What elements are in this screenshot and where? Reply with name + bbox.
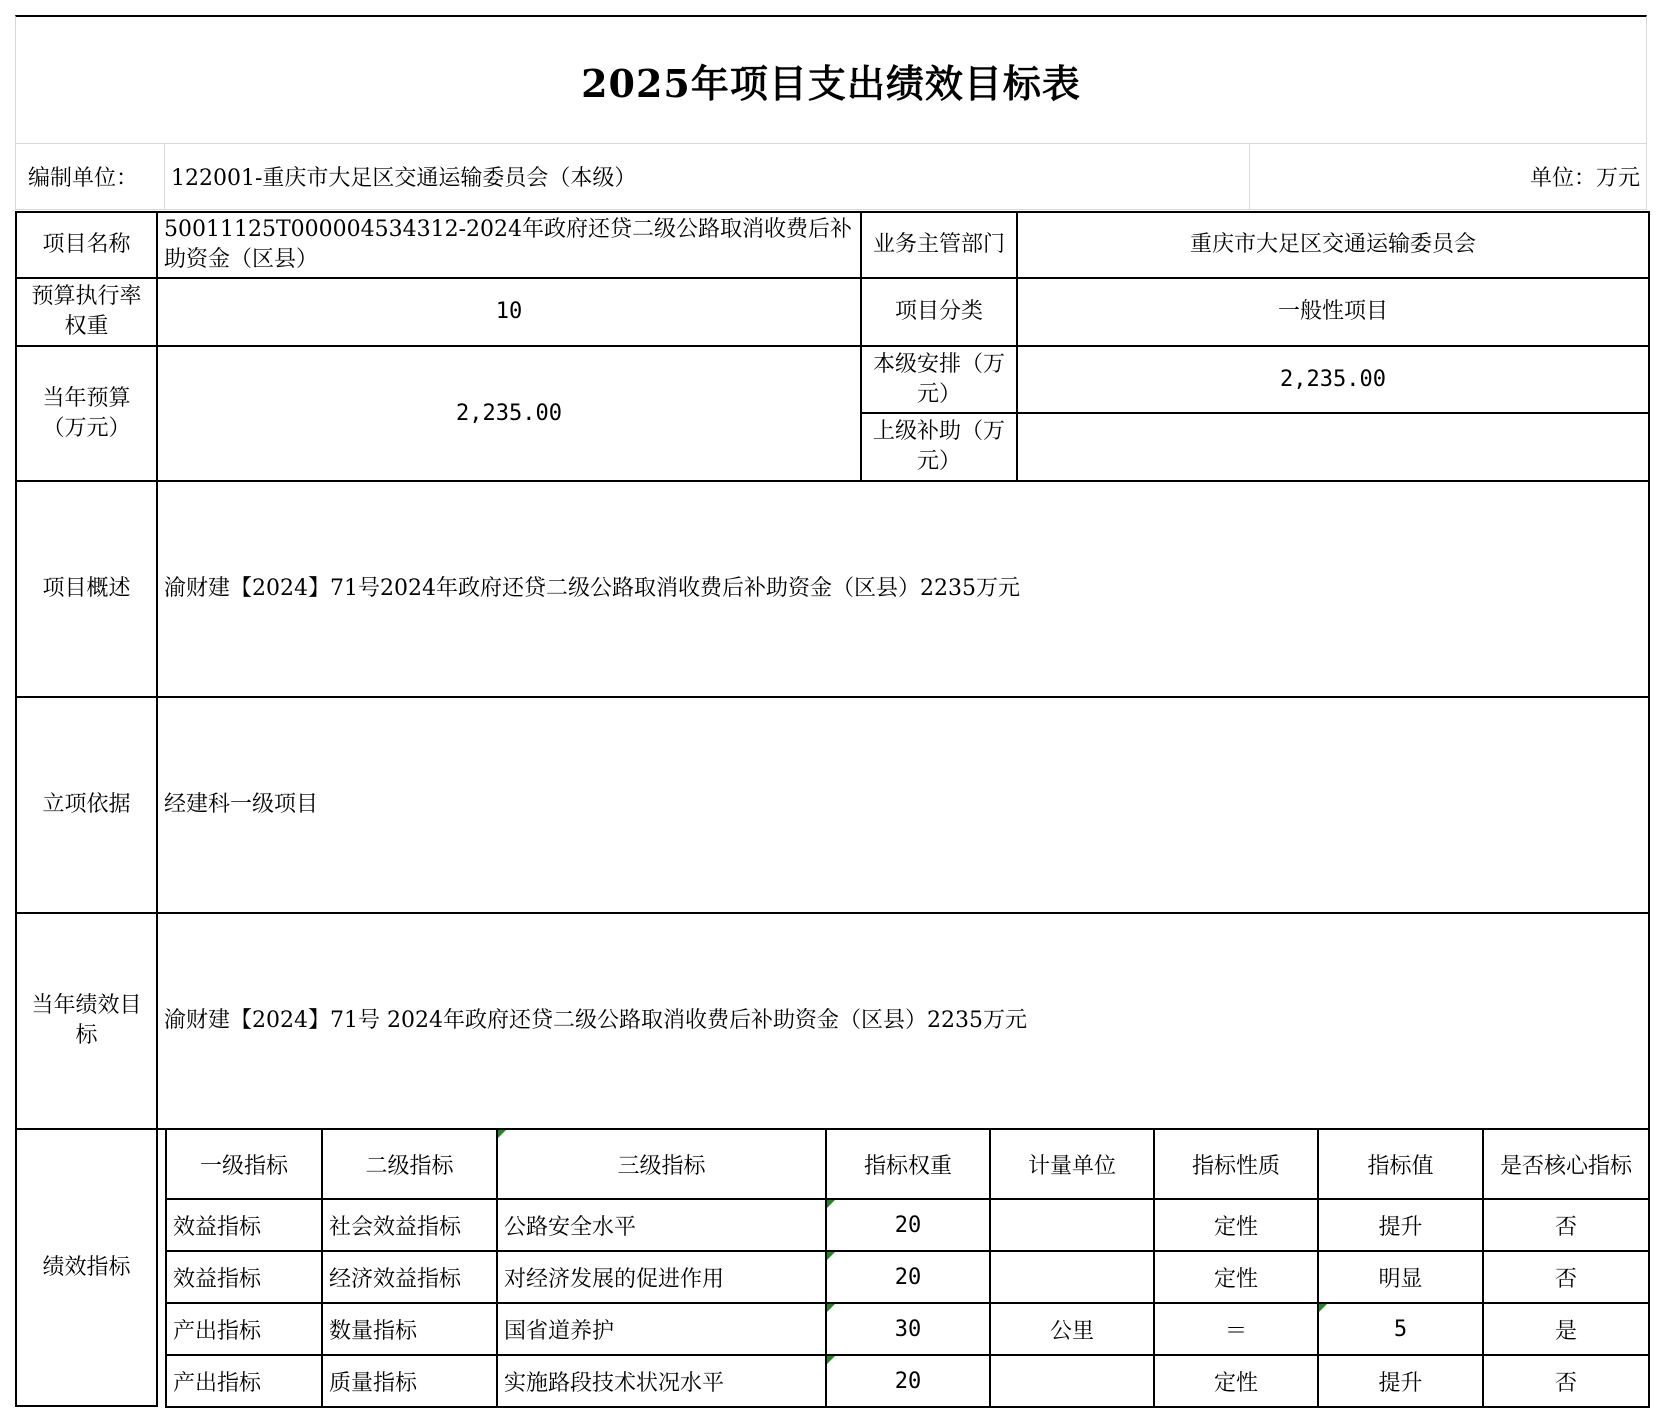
indicator-value: 提升 [1318,1355,1483,1407]
indicator-l2: 质量指标 [322,1355,497,1407]
indicator-l3: 实施路段技术状况水平 [497,1355,826,1407]
indicator-weight: 20 [826,1251,990,1303]
indicator-unit [990,1251,1154,1303]
indicator-nature: ＝ [1154,1303,1318,1355]
table-row [166,1199,1649,1251]
indicator-value: 明显 [1318,1251,1483,1303]
row-goal [16,913,1649,1129]
indicator-l1: 产出指标 [166,1355,322,1407]
org-value: 122001-重庆市大足区交通运输委员会（本级） [165,144,1250,209]
indicator-l3: 公路安全水平 [497,1199,826,1251]
indicator-l2: 社会效益指标 [322,1199,497,1251]
dept-label: 业务主管部门 [861,212,1017,278]
indicator-header: 指标性质 [1154,1129,1318,1199]
indicator-unit: 公里 [990,1303,1154,1355]
indicator-weight: 30 [826,1303,990,1355]
indicator-value: 5 [1318,1303,1483,1355]
row-project-name [16,212,1649,278]
goal-label: 当年绩效目标 [16,913,157,1129]
dept-value: 重庆市大足区交通运输委员会 [1017,212,1649,278]
indicator-l2: 经济效益指标 [322,1251,497,1303]
indicator-l1: 产出指标 [166,1303,322,1355]
basis-value: 经建科一级项目 [157,697,1649,913]
table-row [166,1303,1649,1355]
indicator-l1: 效益指标 [166,1251,322,1303]
indicator-core: 是 [1483,1303,1649,1355]
indicator-l1: 效益指标 [166,1199,322,1251]
unit-label: 单位：万元 [1529,166,1640,191]
indicator-l3: 国省道养护 [497,1303,826,1355]
upper-value [1017,413,1649,481]
indicator-weight: 20 [826,1355,990,1407]
budget-label: 当年预算（万元） [16,346,157,481]
indicator-core: 否 [1483,1251,1649,1303]
table-row [166,1355,1649,1407]
row-overview [16,481,1649,697]
indicator-unit [990,1199,1154,1251]
title-cell [15,15,1647,143]
indicator-header: 指标值 [1318,1129,1483,1199]
table-row [166,1251,1649,1303]
category-value: 一般性项目 [1017,278,1649,346]
indicator-core: 否 [1483,1199,1649,1251]
upper-label: 上级补助（万元） [861,413,1017,481]
row-budget-local [16,346,1649,413]
weight-value: 10 [157,278,861,346]
page-title: 2025年项目支出绩效目标表 [581,60,1081,106]
indicator-header-row [166,1129,1649,1199]
indicator-header: 是否核心指标 [1483,1129,1649,1199]
project-name-value: 50011125T000004534312-2024年政府还贷二级公路取消收费后补助资金（区县） [157,212,861,278]
indicator-header: 二级指标 [322,1129,497,1199]
indicator-nature: 定性 [1154,1199,1318,1251]
overview-value: 渝财建【2024】71号2024年政府还贷二级公路取消收费后补助资金（区县）2235万元 [157,481,1649,697]
basis-label: 立项依据 [16,697,157,913]
indicator-l2: 数量指标 [322,1303,497,1355]
org-label: 编制单位： [16,144,165,209]
budget-value: 2,235.00 [157,346,861,481]
row-weight [16,278,1649,346]
indicator-nature: 定性 [1154,1355,1318,1407]
indicator-header: 一级指标 [166,1129,322,1199]
local-label: 本级安排（万元） [861,346,1017,413]
indicator-core: 否 [1483,1355,1649,1407]
indicator-header: 三级指标 [497,1129,826,1199]
indicator-table [165,1128,1650,1408]
indicator-nature: 定性 [1154,1251,1318,1303]
org-row [15,143,1647,210]
indicator-header: 指标权重 [826,1129,990,1199]
goal-value: 渝财建【2024】71号 2024年政府还贷二级公路取消收费后补助资金（区县）2235万元 [157,913,1649,1129]
indicator-header: 计量单位 [990,1129,1154,1199]
project-name-label: 项目名称 [16,212,157,278]
weight-label: 预算执行率权重 [16,278,157,346]
category-label: 项目分类 [861,278,1017,346]
indicator-unit [990,1355,1154,1407]
indicator-label: 绩效指标 [16,1129,157,1406]
indicator-l3: 对经济发展的促进作用 [497,1251,826,1303]
indicator-value: 提升 [1318,1199,1483,1251]
indicator-weight: 20 [826,1199,990,1251]
local-value: 2,235.00 [1017,346,1649,413]
overview-label: 项目概述 [16,481,157,697]
row-basis [16,697,1649,913]
